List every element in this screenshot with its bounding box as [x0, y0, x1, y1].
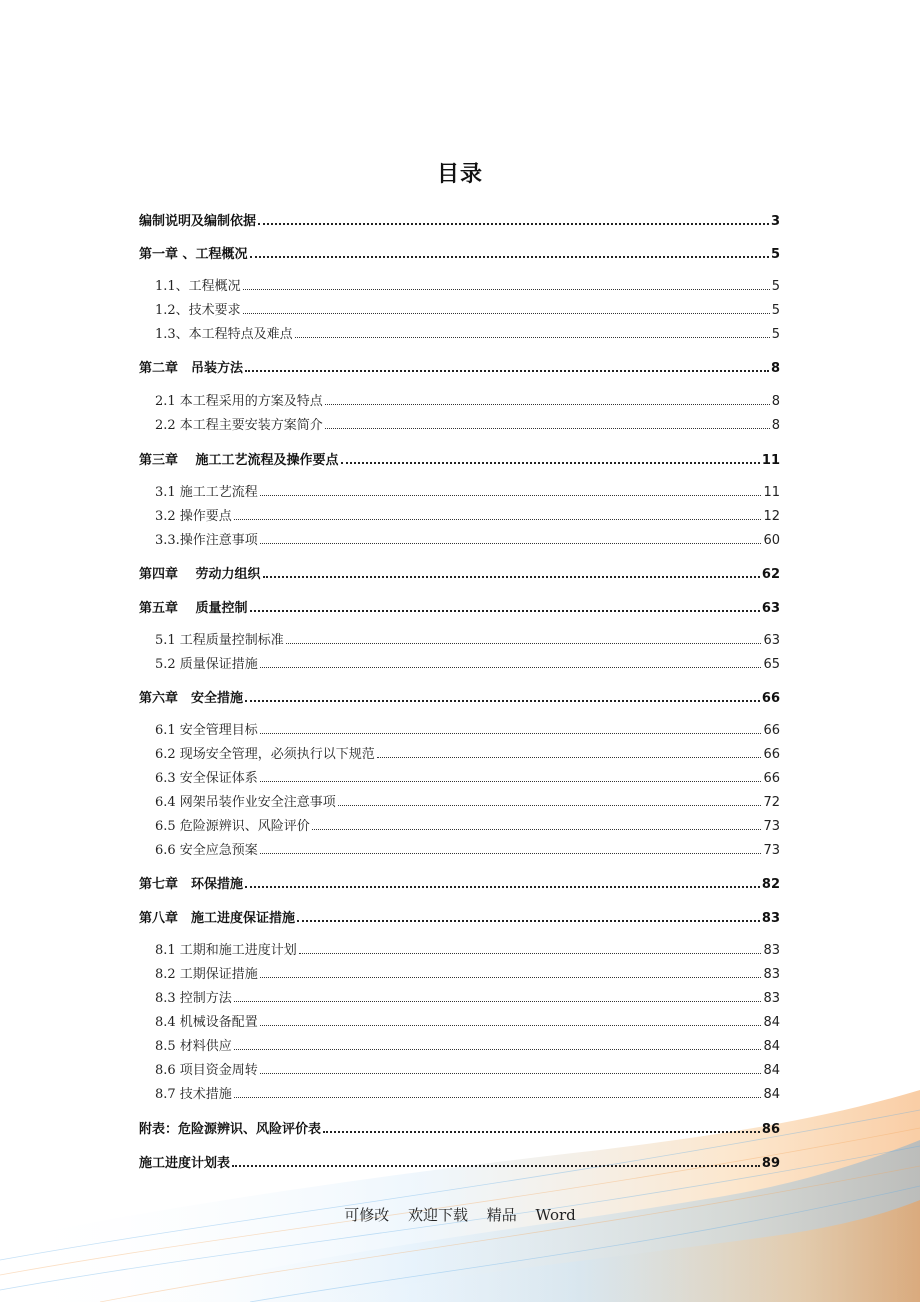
toc-entry-label: 第一章 、工程概况 — [139, 247, 248, 262]
toc-entry-label: 编制说明及编制依据 — [139, 214, 257, 229]
toc-entry-label: 2.2 本工程主要安装方案简介 — [155, 418, 323, 433]
toc-dot-leader — [250, 610, 760, 612]
toc-entry-page-number: 11 — [763, 485, 780, 500]
toc-dot-leader — [260, 977, 762, 978]
toc-entry-page-number: 83 — [761, 911, 780, 926]
toc-dot-leader — [245, 700, 760, 702]
toc-dot-leader — [260, 1025, 762, 1026]
toc-dot-leader — [323, 1131, 760, 1133]
toc-dot-leader — [260, 495, 762, 496]
toc-entry-label: 2.1 本工程采用的方案及特点 — [155, 394, 323, 409]
toc-entry-page-number: 62 — [761, 567, 780, 582]
toc-entry-label: 第三章 施工工艺流程及操作要点 — [139, 453, 339, 468]
toc-entry[interactable] — [155, 480, 780, 500]
toc-entry[interactable] — [155, 298, 780, 318]
toc-entry-page-number: 89 — [761, 1156, 780, 1171]
toc-dot-leader — [260, 667, 762, 668]
toc-dot-leader — [260, 781, 762, 782]
toc-entry-label: 5.2 质量保证措施 — [155, 657, 258, 672]
toc-entry[interactable] — [155, 528, 780, 548]
toc-entry[interactable] — [139, 562, 780, 582]
toc-entry-page-number: 72 — [763, 795, 780, 810]
toc-entry[interactable] — [155, 1058, 780, 1078]
toc-entry-page-number: 73 — [763, 843, 780, 858]
toc-dot-leader — [295, 337, 770, 338]
toc-entry-label: 3.1 施工工艺流程 — [155, 485, 258, 500]
toc-entry-label: 6.6 安全应急预案 — [155, 843, 258, 858]
toc-entry-page-number: 84 — [763, 1087, 780, 1102]
toc-entry-label: 第六章 安全措施 — [139, 691, 244, 706]
toc-entry[interactable] — [155, 986, 780, 1006]
toc-entry[interactable] — [139, 906, 780, 926]
toc-entry[interactable] — [139, 448, 780, 468]
toc-entry-page-number: 83 — [763, 991, 780, 1006]
toc-dot-leader — [260, 733, 762, 734]
toc-entry-label: 6.1 安全管理目标 — [155, 723, 258, 738]
toc-entry-page-number: 8 — [770, 361, 780, 376]
toc-dot-leader — [243, 289, 770, 290]
toc-entry[interactable] — [155, 1082, 780, 1102]
toc-entry-page-number: 66 — [763, 771, 780, 786]
toc-entry-page-number: 3 — [770, 214, 780, 229]
toc-entry-page-number: 84 — [763, 1063, 780, 1078]
toc-dot-leader — [258, 223, 769, 225]
toc-entry-page-number: 8 — [771, 418, 780, 433]
toc-entry-page-number: 5 — [771, 279, 780, 294]
toc-dot-leader — [234, 1001, 762, 1002]
toc-entry-page-number: 86 — [761, 1122, 780, 1137]
toc-entry-label: 3.2 操作要点 — [155, 509, 232, 524]
toc-entry-page-number: 83 — [763, 943, 780, 958]
toc-entry-label: 1.1、工程概况 — [155, 279, 241, 294]
toc-entry-page-number: 82 — [761, 877, 780, 892]
toc-entry[interactable] — [155, 322, 780, 342]
toc-entry-page-number: 63 — [761, 601, 780, 616]
toc-entry-label: 8.2 工期保证措施 — [155, 967, 258, 982]
toc-dot-leader — [297, 920, 760, 922]
toc-entry[interactable] — [155, 652, 780, 672]
toc-dot-leader — [250, 256, 769, 258]
toc-entry-label: 8.6 项目资金周转 — [155, 1063, 258, 1078]
toc-dot-leader — [325, 428, 770, 429]
toc-entry[interactable] — [155, 1034, 780, 1054]
page-title: 目录 — [436, 162, 483, 187]
toc-entry-page-number: 65 — [763, 657, 780, 672]
toc-entry-label: 第二章 吊装方法 — [139, 361, 244, 376]
toc-entry[interactable] — [155, 814, 780, 834]
toc-entry-label: 6.2 现场安全管理，必须执行以下规范 — [155, 747, 375, 762]
footer-text: 可修改 欢迎下载 精品 Word — [344, 1206, 576, 1224]
toc-dot-leader — [377, 757, 762, 758]
toc-entry-label: 第四章 劳动力组织 — [139, 567, 261, 582]
toc-entry-label: 第八章 施工进度保证措施 — [139, 911, 296, 926]
toc-entry-label: 第七章 环保措施 — [139, 877, 244, 892]
toc-entry-label: 1.3、本工程特点及难点 — [155, 327, 293, 342]
toc-entry-label: 8.4 机械设备配置 — [155, 1015, 258, 1030]
toc-dot-leader — [245, 886, 760, 888]
toc-entry[interactable] — [155, 718, 780, 738]
toc-entry-page-number: 5 — [771, 327, 780, 342]
toc-dot-leader — [234, 1097, 762, 1098]
toc-entry-page-number: 63 — [763, 633, 780, 648]
toc-dot-leader — [243, 313, 770, 314]
toc-dot-leader — [263, 576, 760, 578]
toc-entry-label: 8.7 技术措施 — [155, 1087, 232, 1102]
toc-entry[interactable] — [139, 356, 780, 376]
toc-entry-page-number: 66 — [763, 723, 780, 738]
toc-entry-page-number: 11 — [761, 453, 780, 468]
toc-entry[interactable] — [155, 766, 780, 786]
toc-entry-page-number: 8 — [771, 394, 780, 409]
toc-entry[interactable] — [139, 1117, 780, 1137]
toc-entry-label: 6.5 危险源辨识、风险评价 — [155, 819, 310, 834]
toc-entry[interactable] — [155, 628, 780, 648]
toc-entry[interactable] — [139, 242, 780, 262]
toc-dot-leader — [234, 1049, 762, 1050]
toc-entry[interactable] — [155, 938, 780, 958]
toc-entry-page-number: 83 — [763, 967, 780, 982]
toc-entry-label: 附表：危险源辨识、风险评价表 — [139, 1122, 322, 1137]
toc-entry[interactable] — [155, 413, 780, 433]
toc-entry[interactable] — [155, 962, 780, 982]
toc-entry-page-number: 84 — [763, 1015, 780, 1030]
toc-entry-page-number: 5 — [770, 247, 780, 262]
toc-entry[interactable] — [139, 209, 780, 229]
toc-dot-leader — [234, 519, 762, 520]
toc-entry[interactable] — [139, 1151, 780, 1171]
toc-dot-leader — [260, 853, 762, 854]
toc-dot-leader — [286, 643, 762, 644]
toc-entry-page-number: 66 — [761, 691, 780, 706]
toc-entry-label: 6.4 网架吊装作业安全注意事项 — [155, 795, 336, 810]
toc-entry[interactable] — [155, 1010, 780, 1030]
toc-entry-label: 3.3.操作注意事项 — [155, 533, 258, 548]
toc-entry-label: 施工进度计划表 — [139, 1156, 231, 1171]
toc-entry-page-number: 84 — [763, 1039, 780, 1054]
toc-entry[interactable] — [155, 274, 780, 294]
toc-entry-label: 8.3 控制方法 — [155, 991, 232, 1006]
toc-entry-label: 8.5 材料供应 — [155, 1039, 232, 1054]
toc-dot-leader — [341, 462, 760, 464]
toc-entry-label: 5.1 工程质量控制标准 — [155, 633, 284, 648]
toc-dot-leader — [325, 404, 770, 405]
toc-entry-page-number: 5 — [771, 303, 780, 318]
toc-entry[interactable] — [139, 596, 780, 616]
toc-dot-leader — [260, 543, 762, 544]
toc-dot-leader — [260, 1073, 762, 1074]
toc-entry[interactable] — [155, 389, 780, 409]
toc-dot-leader — [312, 829, 762, 830]
toc-entry[interactable] — [155, 742, 780, 762]
toc-dot-leader — [299, 953, 762, 954]
toc-dot-leader — [338, 805, 762, 806]
toc-entry-page-number: 66 — [763, 747, 780, 762]
toc-entry[interactable] — [155, 838, 780, 858]
toc-entry[interactable] — [155, 504, 780, 524]
toc-entry-label: 6.3 安全保证体系 — [155, 771, 258, 786]
toc-entry-label: 8.1 工期和施工进度计划 — [155, 943, 297, 958]
toc-entry[interactable] — [139, 872, 780, 892]
toc-entry[interactable] — [155, 790, 780, 810]
toc-entry-label: 第五章 质量控制 — [139, 601, 248, 616]
toc-entry-page-number: 12 — [763, 509, 780, 524]
toc-dot-leader — [232, 1165, 760, 1167]
toc-entry-page-number: 73 — [763, 819, 780, 834]
toc-entry-label: 1.2、技术要求 — [155, 303, 241, 318]
toc-entry-page-number: 60 — [763, 533, 780, 548]
toc-dot-leader — [245, 370, 769, 372]
toc-entry[interactable] — [139, 686, 780, 706]
